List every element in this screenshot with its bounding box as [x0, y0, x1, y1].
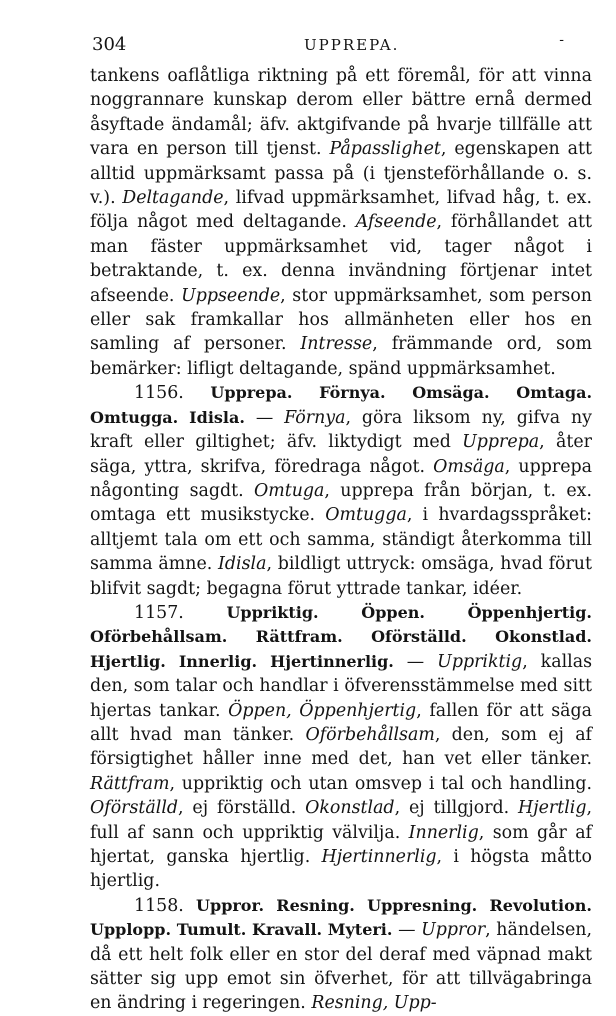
- entry-text: —: [392, 920, 422, 941]
- entry-text: , i högsta måtto hjertlig.: [90, 847, 592, 892]
- page-number: 304: [92, 34, 127, 55]
- entry-text: , full af sann och uppriktig välvilja.: [90, 798, 592, 843]
- running-head: UPPREPA.: [304, 36, 400, 54]
- entry-text: , bildligt uttryck: omsäga, hvad förut blifvit sagdt; begagna förut yttrade tankar, idéer.: [90, 554, 592, 599]
- entry-headwords: Uppror. Resning. Uppresning. Revolution. Upplopp. Tumult. Kravall. Myteri.: [90, 895, 592, 940]
- entry-text: , upprepa från början, t. ex. omtaga ett musikstycke.: [90, 480, 592, 526]
- italic-term: Öppen, Öppenhjertig: [228, 700, 417, 721]
- intro-text: tankens oaflåtliga riktning på ett föremål, för att vinna noggrannare kunskap derom eller bättre ernå dermed åsyftade ändamål; äfv. aktgifvande på hvarje tillfälle att vara en person till tjenst.: [90, 66, 592, 160]
- intro-text: , lifvad uppmärksamhet, lifvad håg, t. ex. följa något med deltagande.: [90, 188, 592, 233]
- italic-term: Intresse: [300, 334, 373, 355]
- entry-text: —: [244, 407, 285, 428]
- entry-text: , ej förställd.: [178, 798, 306, 819]
- italic-term: Hjertlig: [518, 798, 587, 819]
- entry-number: 1156.: [134, 383, 184, 404]
- entry-text: , göra liksom ny, gifva ny kraft eller giltighet; äfv. liktydigt med: [90, 407, 593, 453]
- intro-text: , stor uppmärksamhet, som person eller sak framkallar hos allmänheten eller hos en samling af personer.: [90, 285, 592, 355]
- italic-term: Upprepa: [462, 432, 540, 453]
- entry-text: , kallas den, som talar och handlar i öfverensstämmelse med sitt hjertas tankar.: [90, 651, 592, 721]
- intro-text: , främmande ord, som bemärker: lifligt deltagande, spänd uppmärksamhet.: [90, 334, 592, 379]
- entry-text: , åter säga, yttra, skrifva, föredraga något.: [90, 432, 592, 477]
- intro-paragraph: [90, 64, 592, 381]
- entry-headwords: Upprepa. Förnya. Omsäga. Omtaga. Omtugga. Idisla.: [90, 383, 593, 427]
- entry-text: , uppriktig och utan omsvep i tal och handling.: [169, 773, 592, 794]
- entry-text: , fallen för att säga allt hvad man tänker.: [90, 700, 592, 745]
- italic-term: Oförbehållsam: [305, 724, 435, 745]
- entry-text: —: [393, 651, 438, 672]
- italic-term: Resning, Upp-: [311, 993, 437, 1014]
- entry-1157: [90, 601, 592, 894]
- entry-text: , upprepa någonting sagdt.: [90, 456, 592, 501]
- italic-term: Uppriktig: [437, 651, 523, 672]
- italic-term: Uppseende: [181, 285, 281, 306]
- entry-number: 1157.: [134, 602, 184, 623]
- italic-term: Förnya: [284, 407, 346, 428]
- italic-term: Omsäga: [433, 456, 505, 477]
- entry-text: , som går af hjertat, ganska hjertlig.: [90, 822, 592, 867]
- entry-1158: [90, 894, 592, 1016]
- italic-term: Oförställd: [90, 798, 179, 819]
- entry-text: , i hvardagsspråket: alltjemt tala om ett och samma, ständigt återkomma till samma ämne.: [90, 505, 592, 575]
- italic-term: Innerlig: [408, 822, 479, 843]
- entry-text: , händelsen, då ett helt folk eller en stor del deraf med väpnad makt sätter sig upp emot sin öfverhet, för att tillvägabringa en ändring i regeringen.: [90, 920, 592, 1014]
- entry-text: , den, som ej af försigtighet håller inne med det, han vet eller tänker.: [90, 724, 592, 770]
- italic-term: Uppror: [421, 920, 486, 941]
- italic-term: Afseende: [355, 212, 437, 233]
- italic-term: Idisla: [218, 554, 267, 575]
- italic-term: Deltagande: [122, 188, 224, 209]
- intro-text: , egenskapen att alltid uppmärksamt passa på (i tjensteförhållande o. s. v.).: [90, 139, 592, 209]
- page-text: [90, 64, 592, 1016]
- italic-term: Omtuga: [253, 480, 325, 501]
- italic-term: Påpasslighet: [329, 139, 441, 160]
- entry-headwords: Uppriktig. Öppen. Öppenhjertig. Oförbehållsam. Rättfram. Oförställd. Okonstlad. Hjertlig. Innerlig. Hjertinnerlig.: [90, 602, 593, 671]
- italic-term: Omtugga: [325, 505, 407, 526]
- entry-text: , ej tillgjord.: [394, 798, 519, 819]
- italic-term: Okonstlad: [305, 798, 395, 819]
- intro-text: , förhållandet att man fäster uppmärksamhet vid, tager något i betraktande, t. ex. denna invändning förtjenar intet afseende.: [90, 212, 592, 306]
- entry-number: 1158.: [134, 895, 184, 916]
- entry-1156: [90, 381, 592, 601]
- header-mark: -: [559, 32, 564, 48]
- italic-term: Rättfram: [90, 773, 170, 794]
- page-header: [92, 34, 586, 58]
- italic-term: Hjertinnerlig: [321, 847, 437, 867]
